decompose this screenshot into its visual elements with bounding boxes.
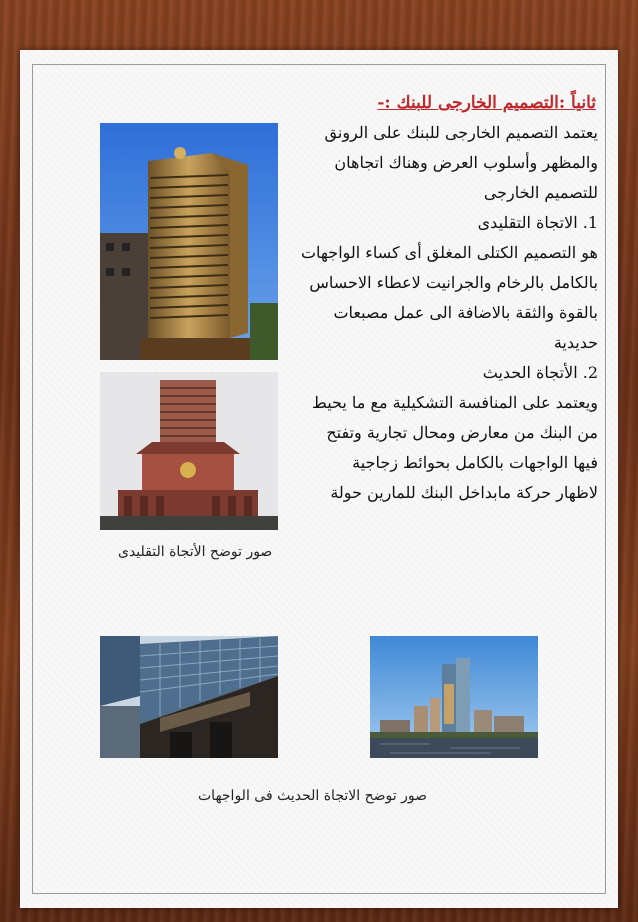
intro-line: والمظهر وأسلوب العرض وهناك اتجاهان [334,153,598,172]
intro-line: يعتمد التصميم الخارجى للبنك على الرونق [324,123,598,142]
caption-modern: صور توضح الاتجاة الحديث فى الواجهات [198,788,427,804]
section-heading: ثانياً :التصميم الخارجى للبنك :- [377,93,596,113]
photo-traditional-tower [100,123,278,360]
tower-gold-image [100,123,278,360]
section1-line: بالكامل بالرخام والجرانيت لاعطاء الاحساس [309,273,598,292]
section1-line: حديدية [553,333,598,352]
section1-title: 1. الاتجاة التقليدى [477,213,598,232]
intro-paragraph [298,118,598,508]
photo-modern-nile-towers [370,636,538,758]
section1-line: هو التصميم الكتلى المغلق أى كساء الواجهات [300,243,598,262]
section2-line: فيها الواجهات بالكامل بحوائط زجاجية [352,453,598,472]
section2-line: ويعتمد على المنافسة التشكيلية مع ما يحيط [312,393,598,412]
nile-towers-image [370,636,538,758]
photo-traditional-red-building [100,372,278,530]
section2-title: 2. الأتجاة الحديث [482,363,598,382]
caption-traditional: صور توضح الأتجاة التقليدى [118,544,273,560]
intro-line: للتصميم الخارجى [483,183,598,202]
section2-line: من البنك من معارض ومحال تجارية وتفتح [326,423,598,442]
section2-line: لاظهار حركة مابداخل البنك للمارين حولة [330,483,598,502]
photo-modern-glass-facade [100,636,278,758]
tower-red-image [100,372,278,530]
glass-facade-image [100,636,278,758]
section1-line: بالقوة والثقة بالاضافة الى عمل مصبعات [333,303,598,322]
